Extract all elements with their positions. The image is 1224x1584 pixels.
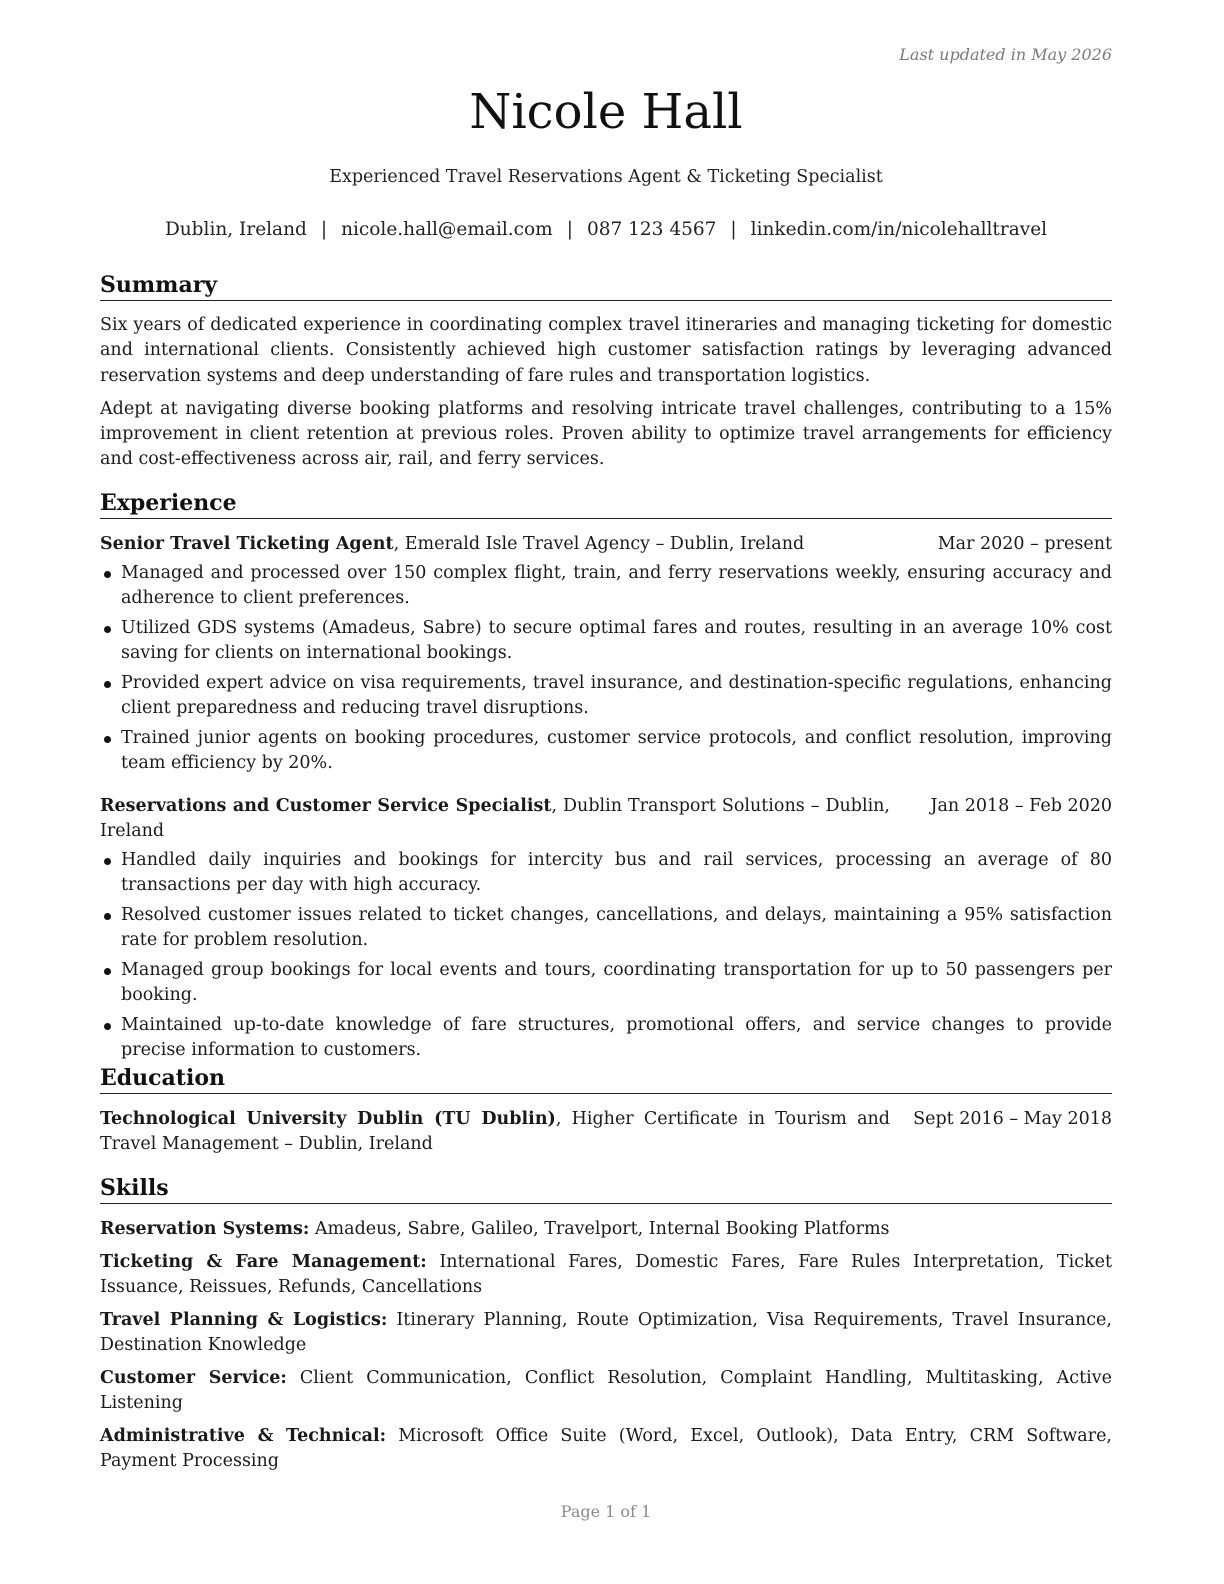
contact-linkedin[interactable]: linkedin.com/in/nicolehalltravel [750,219,1048,240]
job-header [100,794,1112,844]
skill-label: Ticketing & Fare Management: [100,1252,427,1272]
education-section [100,1064,1112,1157]
skill-items: Amadeus, Sabre, Galileo, Travelport, Internal Booking Platforms [314,1219,890,1239]
bullet-item: Managed and processed over 150 complex flight, train, and ferry reservations weekly, ensuring accuracy and adherence to client preferences. [100,561,1112,611]
last-updated-note: Last updated in May 2026 [899,45,1112,64]
education-header [100,1107,1112,1157]
job-organization: , Dublin Transport Solutions – Dublin, Ireland [100,796,890,841]
skill-group [100,1424,1112,1474]
bullet-item: Handled daily inquiries and bookings for intercity bus and rail services, processing an average of 80 transactions per day with high accuracy. [100,848,1112,898]
page-footer: Page 1 of 1 [560,1502,652,1521]
job-entry [100,532,1112,776]
education-school: Technological University Dublin (TU Dublin) [100,1109,556,1129]
contact-location: Dublin, Ireland [164,219,307,240]
job-role: Reservations and Customer Service Specialist [100,796,552,816]
job-organization: , Emerald Isle Travel Agency – Dublin, Ireland [393,534,805,554]
skill-label: Reservation Systems: [100,1219,310,1239]
section-title-skills: Skills [100,1174,1112,1204]
bullet-item: Resolved customer issues related to ticket changes, cancellations, and delays, maintaining a 95% satisfaction rate for problem resolution. [100,903,1112,953]
skill-group [100,1308,1112,1358]
contact-separator: | [730,219,737,240]
bullet-item: Utilized GDS systems (Amadeus, Sabre) to secure optimal fares and routes, resulting in an average 10% cost saving for clients on international bookings. [100,616,1112,666]
experience-section [100,489,1112,1068]
job-title-line [100,794,890,844]
summary-paragraph: Six years of dedicated experience in coordinating complex travel itineraries and managing ticketing for domestic and international clients. Consistently achieved high customer satisfaction ratings by leveraging advanced reservation systems and deep understanding of fare rules and transportation logistics. [100,315,1112,386]
education-dates: Sept 2016 – May 2018 [913,1109,1112,1129]
bullet-item: Maintained up-to-date knowledge of fare structures, promotional offers, and service changes to provide precise information to customers. [100,1013,1112,1063]
job-header [100,532,1112,557]
job-title-line [100,532,804,557]
skill-items: Itinerary Planning, Route Optimization, Visa Requirements, Travel Insurance, Destination Knowledge [100,1310,1112,1355]
skill-group [100,1217,1112,1242]
section-title-education: Education [100,1064,1112,1094]
candidate-headline: Experienced Travel Reservations Agent & Ticketing Specialist [329,167,883,187]
section-title-summary: Summary [100,271,1112,301]
skill-items: Microsoft Office Suite (Word, Excel, Outlook), Data Entry, CRM Software, Payment Processing [100,1426,1112,1471]
skills-section [100,1174,1112,1474]
candidate-name: Nicole Hall [469,84,743,140]
job-entry [100,794,1112,1063]
contact-separator: | [566,219,573,240]
contact-separator: | [320,219,328,240]
job-dates: Mar 2020 – present [937,534,1112,554]
education-entry [100,1107,1112,1157]
skill-group [100,1250,1112,1300]
skill-label: Customer Service: [100,1368,287,1388]
job-bullets [100,848,1112,1063]
bullet-item: Trained junior agents on booking procedures, customer service protocols, and conflict resolution, improving team efficiency by 20%. [100,726,1112,776]
skill-group [100,1366,1112,1416]
bullet-item: Provided expert advice on visa requirements, travel insurance, and destination-specific regulations, enhancing client preparedness and reducing travel disruptions. [100,671,1112,721]
section-title-experience: Experience [100,489,1112,519]
job-dates: Jan 2018 – Feb 2020 [930,796,1112,816]
skill-items: International Fares, Domestic Fares, Fare Rules Interpretation, Ticket Issuance, Reissues, Refunds, Cancellations [100,1252,1112,1297]
skill-label: Travel Planning & Logistics: [100,1310,388,1330]
summary-section [100,271,1112,473]
job-role: Senior Travel Ticketing Agent [100,534,394,554]
contact-phone: 087 123 4567 [586,219,717,240]
contact-email[interactable]: nicole.hall@email.com [341,219,553,240]
education-detail: , Higher Certificate in Tourism and Travel Management – Dublin, Ireland [100,1109,890,1154]
job-bullets [100,561,1112,776]
education-line [100,1107,890,1157]
skill-items: Client Communication, Conflict Resolution, Complaint Handling, Multitasking, Active Listening [100,1368,1112,1413]
contact-line [100,219,1112,240]
bullet-item: Managed group bookings for local events and tours, coordinating transportation for up to 50 passengers per booking. [100,958,1112,1008]
skill-label: Administrative & Technical: [100,1426,387,1446]
summary-paragraph: Adept at navigating diverse booking platforms and resolving intricate travel challenges, contributing to a 15% improvement in client retention at previous roles. Proven ability to optimize travel arrangements for efficiency and cost-effectiveness across air, rail, and ferry services. [100,398,1112,470]
